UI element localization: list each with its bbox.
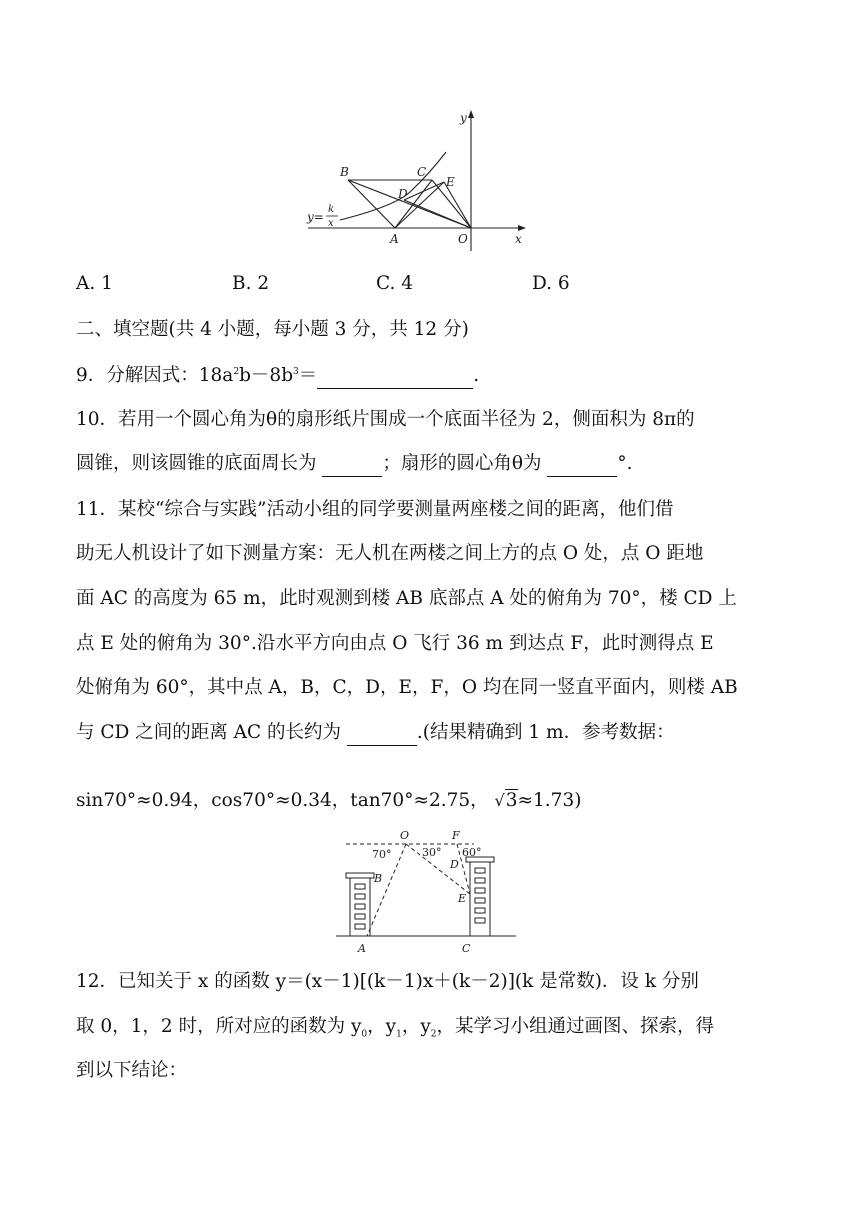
- curve-label-k: k: [328, 204, 335, 215]
- q12-line1: 12．已知关于 x 的函数 y＝(x－1)[(k－1)x＋(k－2)](k 是常数)．设 k 分别: [76, 971, 699, 992]
- q12-line3: 到以下结论：: [76, 1060, 188, 1081]
- building-cd-window: [475, 868, 485, 873]
- option-b: B. 2: [232, 273, 270, 294]
- q9-answer-blank[interactable]: [317, 368, 473, 389]
- q11-line1: 11．某校“综合与实践”活动小组的同学要测量两座楼之间的距离，他们借: [76, 499, 674, 520]
- building-ab-window: [355, 904, 365, 909]
- label-o: O: [400, 829, 410, 842]
- label-o: O: [458, 232, 468, 246]
- segment-ba: [348, 180, 395, 228]
- q9-suffix: ＝: [298, 365, 318, 386]
- q11-line7: [76, 788, 776, 814]
- label-f: F: [452, 829, 460, 842]
- q11-line3: 面 AC 的高度为 65 m，此时观测到楼 AB 底部点 A 处的俯角为 70°，楼 CD 上: [76, 588, 737, 609]
- q9-sup1: 2: [233, 366, 240, 377]
- option-d: D. 6: [532, 273, 570, 294]
- q10-line2-c: °.: [617, 453, 633, 474]
- angle-30: 30°: [422, 846, 442, 859]
- label-x: x: [515, 232, 522, 246]
- q11-line2: 助无人机设计了如下测量方案：无人机在两楼之间上方的点 O 处，点 O 距地: [76, 543, 704, 564]
- q12-line2-a: 取 0，1，2 时，所对应的函数为 y: [76, 1016, 362, 1037]
- q12-sub2: 2: [430, 1029, 437, 1040]
- q11-line7-a: sin70°≈0.94，cos70°≈0.34，tan70°≈2.75，: [76, 790, 489, 811]
- label-a: A: [390, 232, 399, 246]
- q9-end: .: [473, 365, 480, 386]
- q9-prefix: 9．分解因式：18a: [76, 365, 234, 386]
- q12-line2-b: ，某学习小组通过画图、探索，得: [436, 1016, 715, 1037]
- label-y: y: [460, 111, 467, 125]
- label-e: E: [446, 175, 455, 189]
- sqrt-symbol: √3: [494, 790, 518, 811]
- q11-line7-b: ≈1.73): [517, 790, 582, 811]
- angle-60: 60°: [462, 846, 482, 859]
- building-ab-window: [355, 924, 365, 929]
- segment-de: [404, 182, 444, 200]
- building-ab-window: [355, 894, 365, 899]
- building-ab-window: [355, 914, 365, 919]
- q11-line6-b: .(结果精确到 1 m．参考数据：: [416, 722, 675, 743]
- label-d: D: [450, 858, 459, 871]
- building-cd-window: [475, 888, 485, 893]
- building-ab-roof: [346, 873, 374, 878]
- q10-line2-a: 圆锥，则该圆锥的底面周长为: [76, 453, 323, 474]
- q12-sep1: ，y: [367, 1016, 397, 1037]
- q10-blank-angle[interactable]: [547, 456, 617, 477]
- angle-70: 70°: [372, 848, 392, 861]
- label-c: C: [462, 942, 471, 955]
- q11-answer-blank[interactable]: [347, 725, 417, 746]
- building-cd-window: [475, 918, 485, 923]
- figure-coordinate-graph: [300, 108, 540, 253]
- x-arrow: [518, 225, 526, 231]
- q12-line2: [76, 1014, 776, 1040]
- q12-sub0: 0: [361, 1029, 368, 1040]
- building-cd-window: [475, 878, 485, 883]
- q9-mid: b－8b: [239, 365, 294, 386]
- sqrt-radicand: 3: [505, 790, 518, 811]
- building-ab: [350, 878, 370, 936]
- label-b: B: [340, 165, 349, 179]
- building-cd-window: [475, 908, 485, 913]
- q11-line6: [76, 720, 776, 746]
- curve-label-y: y=: [307, 210, 324, 224]
- q9-sup2: 3: [293, 366, 299, 377]
- q11-line5: 处俯角为 60°，其中点 A，B，C，D，E，F，O 均在同一竖直平面内，则楼 AB: [76, 677, 738, 698]
- label-c: C: [417, 165, 427, 179]
- segment-do: [404, 200, 471, 228]
- option-a: A. 1: [76, 273, 113, 294]
- option-c: C. 4: [376, 273, 414, 294]
- label-b: B: [374, 872, 383, 885]
- building-cd-window: [475, 898, 485, 903]
- q11-line6-a: 与 CD 之间的距离 AC 的长约为: [76, 722, 347, 743]
- label-d: D: [398, 187, 408, 201]
- building-ab-window: [355, 884, 365, 889]
- q11-line4: 点 E 处的俯角为 30°.沿水平方向由点 O 飞行 36 m 到达点 F，此时测得点 E: [76, 633, 714, 654]
- q10-blank-circumference[interactable]: [322, 456, 382, 477]
- label-e: E: [458, 892, 467, 905]
- y-arrow: [468, 110, 474, 118]
- curve-label-x: x: [328, 218, 334, 229]
- question-9: [76, 363, 776, 389]
- q10-line2-b: ；扇形的圆心角θ为: [382, 453, 548, 474]
- q10-line1: 10．若用一个圆心角为θ的扇形纸片围成一个底面半径为 2，侧面积为 8π的: [76, 409, 695, 430]
- hyperbola-curve: [340, 152, 446, 220]
- section-heading: 二、填空题(共 4 小题，每小题 3 分，共 12 分): [76, 319, 469, 340]
- q12-sub1: 1: [396, 1029, 402, 1040]
- q10-line2: [76, 451, 776, 477]
- label-a: A: [358, 942, 366, 955]
- figure-building-diagram: [334, 826, 524, 960]
- q12-sep2: ，y: [401, 1016, 431, 1037]
